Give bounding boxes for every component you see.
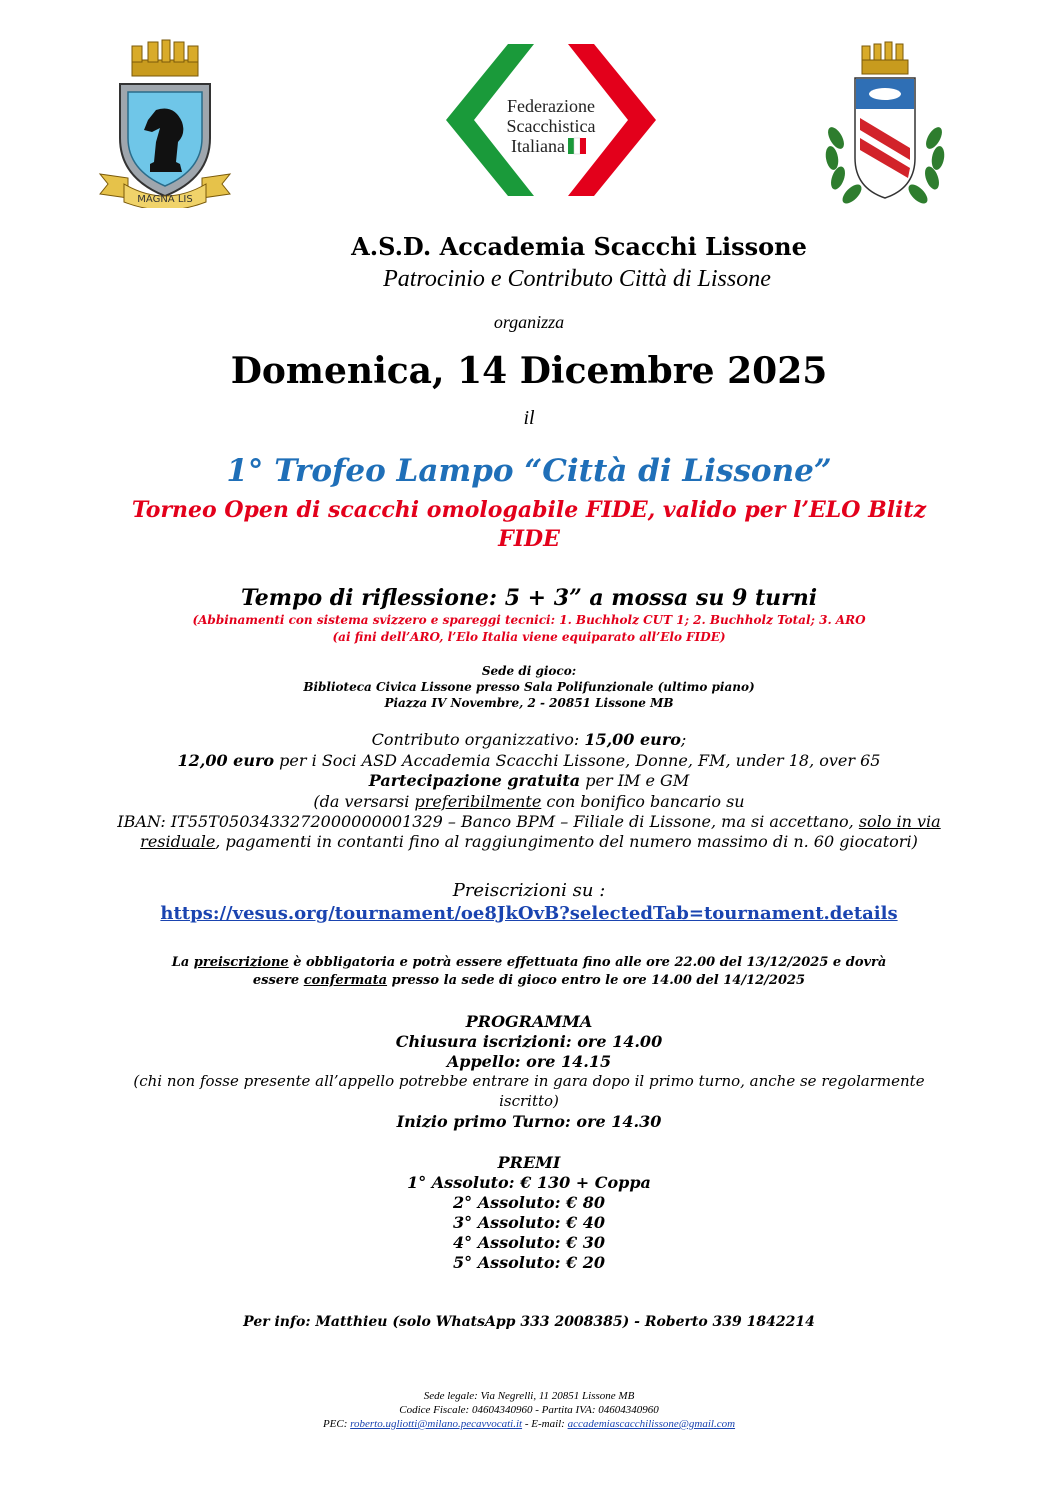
premi-heading: PREMI <box>497 1153 561 1172</box>
prereg-notice-2 <box>0 973 1058 988</box>
iban-line <box>0 812 1058 831</box>
venue-label: Sede di gioco: <box>481 664 577 678</box>
notice-e: confermata <box>303 973 388 988</box>
fee-free-who: per IM e GM <box>580 771 690 790</box>
fee-free <box>0 771 1058 790</box>
notice-b: preiscrizione <box>193 955 289 970</box>
notice-f: presso la sede di gioco entro le ore 14.00 del 14/12/2025 <box>387 973 806 988</box>
pairing-rules: (Abbinamenti con sistema svizzero e spareggi tecnici: 1. Buchholz CUT 1; 2. Buchholz Total; 3. ARO <box>192 613 866 627</box>
fee-reduced-amount: 12,00 euro <box>177 751 275 770</box>
iban-residual: solo in via <box>858 812 941 831</box>
fsi-logo <box>438 40 664 200</box>
event-subtitle-2: FIDE <box>498 526 560 552</box>
time-control: Tempo di riflessione: 5 + 3” a mossa su 9 turni <box>240 585 818 611</box>
event-title: 1° Trofeo Lampo “Città di Lissone” <box>226 453 832 489</box>
fee-free-label: Partecipazione gratuita <box>368 771 581 790</box>
prize-3: 3° Assoluto: € 40 <box>452 1213 606 1232</box>
organizza: organizza <box>493 312 565 332</box>
prize-4: 4° Assoluto: € 30 <box>452 1233 606 1252</box>
programma-note-2: iscritto) <box>499 1092 559 1110</box>
footer-legal: Sede legale: Via Negrelli, 11 20851 Lissone MB <box>423 1390 635 1402</box>
cash-residual: residuale <box>140 832 216 851</box>
svg-text:Federazione: Federazione <box>507 96 595 116</box>
payment-b: preferibilmente <box>414 792 542 811</box>
prereg-link[interactable]: https://vesus.org/tournament/oe8JkOvB?selectedTab=tournament.details <box>160 903 898 924</box>
contact-info: Per info: Matthieu (solo WhatsApp 333 2008385) - Roberto 339 1842214 <box>243 1314 815 1330</box>
org-name: A.S.D. Accademia Scacchi Lissone <box>351 232 807 261</box>
event-subtitle: Torneo Open di scacchi omologabile FIDE, valido per l’ELO Blitz <box>131 497 927 523</box>
email-label: - E-mail: <box>522 1418 568 1430</box>
payment-a: (da versarsi <box>313 792 415 811</box>
venue-line-1: Biblioteca Civica Lissone presso Sala Polifunzionale (ultimo piano) <box>303 680 755 694</box>
fee-amount: 15,00 euro <box>584 730 681 749</box>
programma-note: (chi non fosse presente all’appello potrebbe entrare in gara dopo il primo turno, anche se regolarmente <box>133 1072 925 1090</box>
email-link[interactable]: accademiascacchilissone@gmail.com <box>567 1418 736 1430</box>
svg-text:MAGNA LIS: MAGNA LIS <box>137 194 193 205</box>
prereg-label: Preiscrizioni su : <box>452 880 606 901</box>
fee-reduced-who: per i Soci ASD Accademia Scacchi Lissone, Donne, FM, under 18, over 65 <box>274 751 881 770</box>
notice-d: essere <box>252 973 304 988</box>
footer-contacts <box>0 1418 1058 1430</box>
programma-start: Inizio primo Turno: ore 14.30 <box>396 1112 662 1131</box>
pairing-note: (ai fini dell’ARO, l’Elo Italia viene equiparato all’Elo FIDE) <box>332 630 726 644</box>
programma-heading: PROGRAMMA <box>465 1012 593 1031</box>
lissone-coat-of-arms <box>822 38 948 218</box>
prize-5: 5° Assoluto: € 20 <box>452 1253 606 1272</box>
iban-text: IBAN: IT55T0503433272000000001329 – Banco BPM – Filiale di Lissone, ma si accettano, <box>117 812 859 831</box>
footer-tax: Codice Fiscale: 04604340960 - Partita IVA: 04604340960 <box>399 1404 659 1416</box>
notice-c: è obbligatoria e potrà essere effettuata fino alle ore 22.00 del 13/12/2025 e dovrà <box>288 955 887 970</box>
cash-line <box>0 832 1058 851</box>
fee-reduced <box>0 751 1058 770</box>
programma-closing: Chiusura iscrizioni: ore 14.00 <box>395 1032 663 1051</box>
il: il <box>523 407 535 429</box>
accademia-logo <box>98 38 232 208</box>
venue-line-2: Piazza IV Novembre, 2 - 20851 Lissone MB <box>384 696 674 710</box>
patronage: Patrocinio e Contributo Città di Lissone <box>383 266 771 292</box>
prize-1: 1° Assoluto: € 130 + Coppa <box>407 1173 651 1192</box>
notice-a: La <box>171 955 194 970</box>
fee-label: Contributo organizzativo: <box>371 730 585 749</box>
payment-c: con bonifico bancario su <box>541 792 745 811</box>
prereg-notice-1 <box>0 955 1058 970</box>
event-date: Domenica, 14 Dicembre 2025 <box>230 350 828 392</box>
payment-intro <box>0 792 1058 811</box>
programma-rollcall: Appello: ore 14.15 <box>446 1052 612 1071</box>
prize-2: 2° Assoluto: € 80 <box>452 1193 606 1212</box>
fee-sep: ; <box>680 730 687 749</box>
svg-text:Italiana: Italiana <box>511 136 565 156</box>
cash-text: , pagamenti in contanti fino al raggiungimento del numero massimo di n. 60 giocatori) <box>215 832 918 851</box>
pec-link[interactable]: roberto.ugliotti@milano.pecavvocati.it <box>350 1418 523 1430</box>
fee-standard <box>0 730 1058 749</box>
svg-text:Scacchistica: Scacchistica <box>506 116 596 136</box>
pec-label: PEC: <box>322 1418 351 1430</box>
